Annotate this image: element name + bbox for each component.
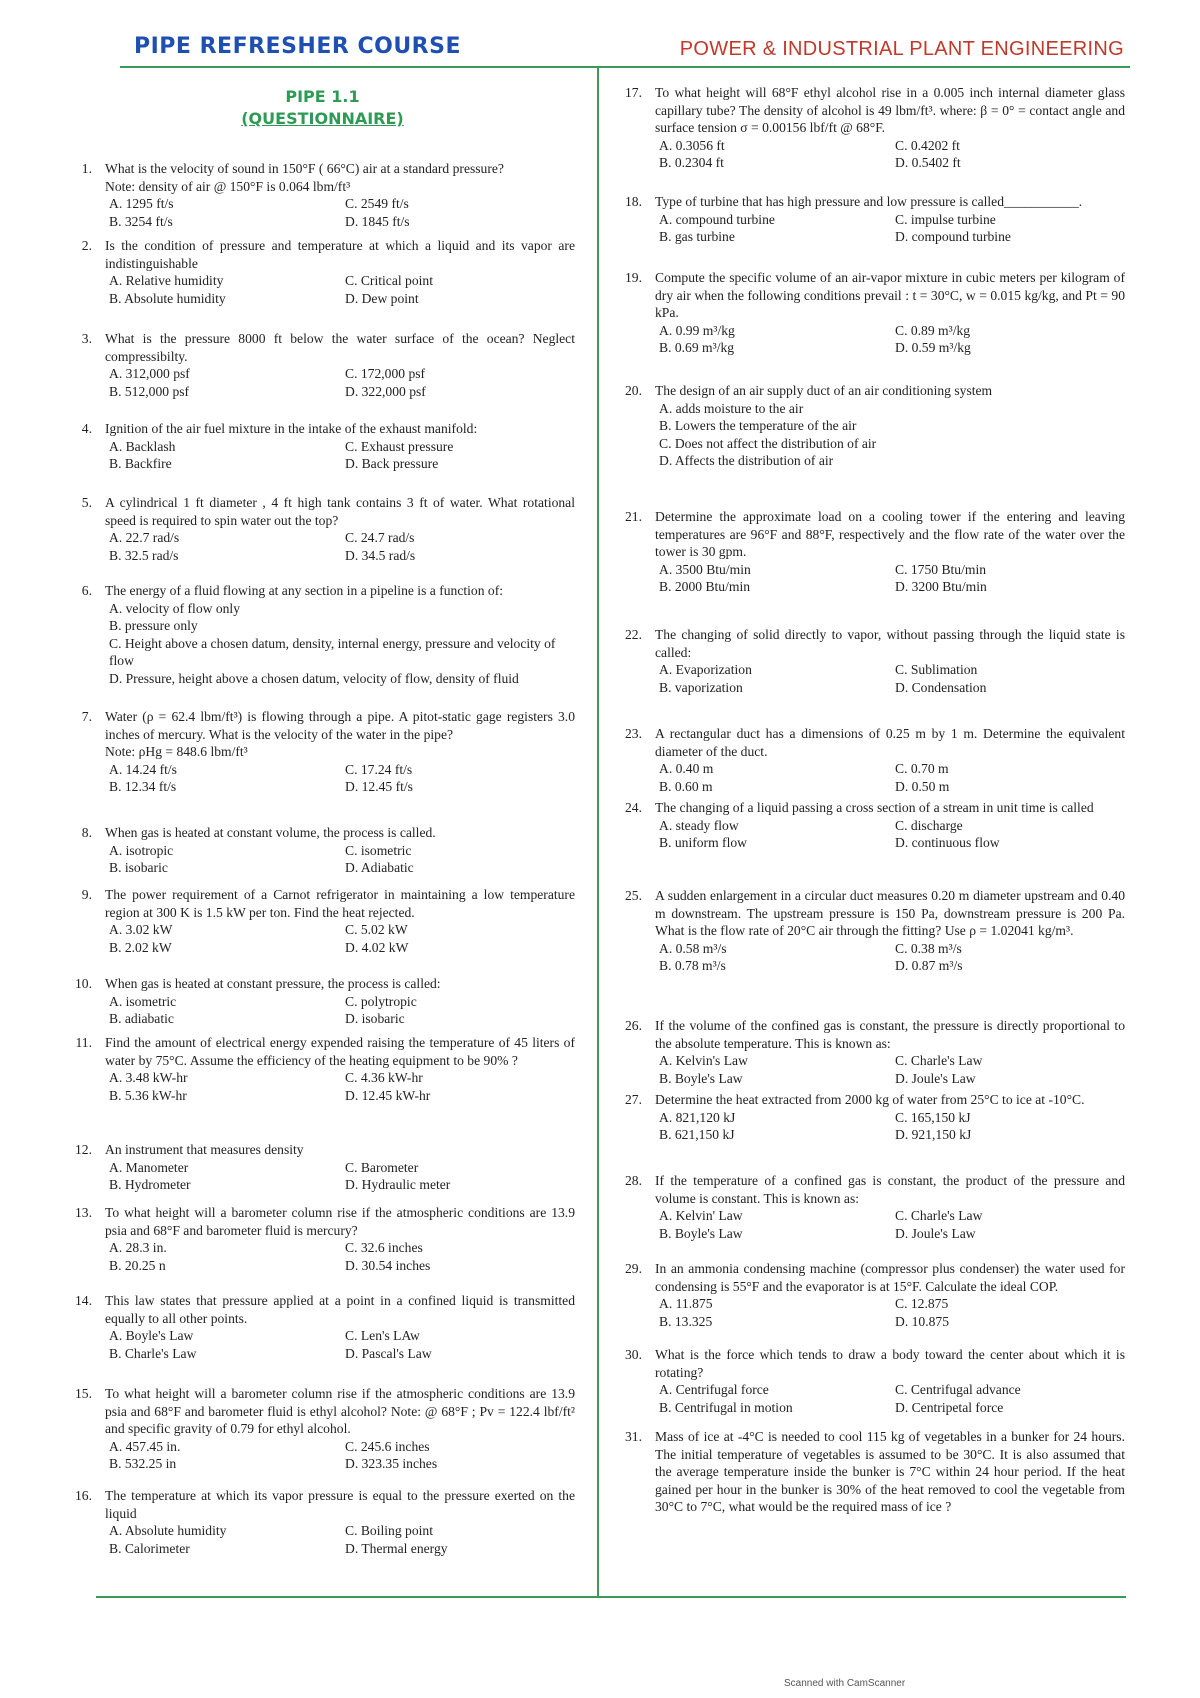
question-body xyxy=(655,1172,1125,1242)
question-stem: Compute the specific volume of an air-vapor mixture in cubic meters per kilogram of dry air when the following conditions prevail : t = 30°C, w = 0.015 kg/kg, and Pt = 90 kPa. xyxy=(655,270,1125,321)
question-number: 7. xyxy=(81,709,92,724)
answer-option: D. Affects the distribution of air xyxy=(659,453,834,469)
question-number: 28. xyxy=(625,1173,642,1188)
answer-option: C. Height above a chosen datum, density, internal energy, pressure and velocity of flow xyxy=(109,635,556,669)
answer-options xyxy=(109,272,575,307)
question-number: 17. xyxy=(625,85,642,100)
question-stem: The power requirement of a Carnot refrigerator in maintaining a low temperature region at 300 K is 1.5 kW per ton. Find the heat rejected. xyxy=(105,887,575,920)
answer-option: C. Does not affect the distribution of air xyxy=(659,435,877,451)
footer-rule xyxy=(96,1596,1126,1598)
question-stem: Type of turbine that has high pressure and low pressure is called___________. xyxy=(655,194,1083,209)
answer-option: B. 32.5 rad/s xyxy=(109,547,179,563)
question-number: 3. xyxy=(81,331,92,346)
question-1 xyxy=(70,160,575,230)
answer-options xyxy=(659,137,1125,172)
question-21 xyxy=(620,508,1125,596)
answer-option: B. adiabatic xyxy=(109,1011,174,1027)
column-divider xyxy=(597,66,599,1596)
question-stem: When gas is heated at constant pressure, the process is called: xyxy=(105,976,441,991)
question-number: 6. xyxy=(81,583,92,598)
question-stem: To what height will 68°F ethyl alcohol rise in a 0.005 inch internal diameter glass capillary tube? The density of alcohol is 49 lbm/ft³. where: β = 0° = contact angle and surface tension σ = 0.00156 lbf/ft @ 68°F. xyxy=(655,85,1125,136)
question-body xyxy=(105,330,575,400)
answer-option: D. Centripetal force xyxy=(895,1399,1004,1415)
question-18 xyxy=(620,193,1125,246)
question-number: 13. xyxy=(75,1205,92,1220)
question-stem: If the volume of the confined gas is constant, the pressure is directly proportional to the absolute temperature. This is known as: xyxy=(655,1018,1125,1051)
question-number: 14. xyxy=(75,1293,92,1308)
answer-option: B. 2000 Btu/min xyxy=(659,579,751,595)
question-number: 30. xyxy=(625,1347,642,1362)
answer-options xyxy=(109,365,575,400)
question-number: 12. xyxy=(75,1142,92,1157)
header-rule xyxy=(120,66,1130,68)
question-body xyxy=(655,84,1125,172)
question-number: 21. xyxy=(625,509,642,524)
question-29 xyxy=(620,1260,1125,1330)
answer-options xyxy=(659,1052,1125,1087)
question-27 xyxy=(620,1091,1125,1144)
answer-option: C. Charle's Law xyxy=(895,1053,983,1069)
answer-option: B. uniform flow xyxy=(659,835,747,851)
answer-option: D. 323.35 inches xyxy=(345,1456,438,1472)
question-body xyxy=(655,1428,1125,1516)
header-left-title: PIPE REFRESHER COURSE xyxy=(134,34,461,59)
question-stem: Determine the heat extracted from 2000 kg of water from 25°C to ice at -10°C. xyxy=(655,1092,1085,1107)
answer-option: A. 14.24 ft/s xyxy=(109,761,177,777)
question-30 xyxy=(620,1346,1125,1416)
answer-option: D. Condensation xyxy=(895,679,987,695)
question-stem: This law states that pressure applied at a point in a confined liquid is transmitted equally to all other points. xyxy=(105,1293,575,1326)
answer-option: D. 921,150 kJ xyxy=(895,1127,972,1143)
answer-option: B. 3254 ft/s xyxy=(109,213,173,229)
page-title xyxy=(70,86,575,130)
answer-options xyxy=(109,195,575,230)
answer-option: C. 0.70 m xyxy=(895,761,949,777)
question-11 xyxy=(70,1034,575,1104)
question-number: 9. xyxy=(81,887,92,902)
question-body xyxy=(655,626,1125,696)
answer-option: B. 621,150 kJ xyxy=(659,1127,735,1143)
answer-options xyxy=(109,529,575,564)
header-right-title: POWER & INDUSTRIAL PLANT ENGINEERING xyxy=(679,38,1124,60)
question-6 xyxy=(70,582,575,688)
question-body xyxy=(655,193,1125,246)
answer-option: C. 4.36 kW-hr xyxy=(345,1070,423,1086)
answer-option: D. Thermal energy xyxy=(345,1540,448,1556)
answer-option: C. Centrifugal advance xyxy=(895,1382,1021,1398)
question-stem: What is the velocity of sound in 150°F ( 66°C) air at a standard pressure? xyxy=(105,161,504,176)
answer-option: B. pressure only xyxy=(109,618,198,634)
answer-option: A. 821,120 kJ xyxy=(659,1109,736,1125)
question-stem: The temperature at which its vapor pressure is equal to the pressure exerted on the liquid xyxy=(105,1488,575,1521)
question-body xyxy=(105,160,575,230)
answer-option: A. steady flow xyxy=(659,817,739,833)
answer-option: C. Exhaust pressure xyxy=(345,438,454,454)
answer-options xyxy=(659,561,1125,596)
answer-option: B. 0.78 m³/s xyxy=(659,958,726,974)
answer-option: D. 1845 ft/s xyxy=(345,213,410,229)
question-body xyxy=(105,1385,575,1473)
question-number: 20. xyxy=(625,383,642,398)
question-number: 29. xyxy=(625,1261,642,1276)
question-note: Note: ρHg = 848.6 lbm/ft³ xyxy=(105,744,248,760)
answer-option: D. Adiabatic xyxy=(345,860,414,876)
question-body xyxy=(655,1017,1125,1087)
question-body xyxy=(105,420,575,473)
answer-option: D. Pressure, height above a chosen datum, velocity of flow, density of fluid xyxy=(109,670,519,686)
answer-options xyxy=(659,1109,1125,1144)
answer-option: A. 0.3056 ft xyxy=(659,137,725,153)
scan-watermark: Scanned with CamScanner xyxy=(784,1678,906,1689)
answer-option: A. 457.45 in. xyxy=(109,1438,181,1454)
question-body xyxy=(105,494,575,564)
answer-option: C. Sublimation xyxy=(895,662,978,678)
answer-option: A. 3500 Btu/min xyxy=(659,561,751,577)
question-body xyxy=(655,1091,1125,1144)
answer-option: B. 0.69 m³/kg xyxy=(659,340,735,356)
question-body xyxy=(105,1487,575,1557)
question-16 xyxy=(70,1487,575,1557)
answer-option: A. 1295 ft/s xyxy=(109,196,174,212)
answer-option: D. 34.5 rad/s xyxy=(345,547,416,563)
question-4 xyxy=(70,420,575,473)
answer-options xyxy=(109,1159,575,1194)
answer-option: C. discharge xyxy=(895,817,963,833)
answer-option: A. 0.99 m³/kg xyxy=(659,322,735,338)
answer-option: C. 0.89 m³/kg xyxy=(895,322,971,338)
question-body xyxy=(105,708,575,796)
answer-option: B. Charle's Law xyxy=(109,1345,197,1361)
answer-option: C. isometric xyxy=(345,842,412,858)
answer-option: B. vaporization xyxy=(659,679,743,695)
answer-option: C. 165,150 kJ xyxy=(895,1109,971,1125)
answer-option: B. 0.60 m xyxy=(659,778,713,794)
question-number: 26. xyxy=(625,1018,642,1033)
question-number: 10. xyxy=(75,976,92,991)
answer-option: D. Joule's Law xyxy=(895,1070,976,1086)
question-26 xyxy=(620,1017,1125,1087)
question-stem: An instrument that measures density xyxy=(105,1142,304,1157)
answer-option: C. 5.02 kW xyxy=(345,922,408,938)
answer-option: C. 12.875 xyxy=(895,1296,949,1312)
title-line1: PIPE 1.1 xyxy=(285,87,360,106)
answer-options xyxy=(109,1327,575,1362)
answer-option: D. Joule's Law xyxy=(895,1225,976,1241)
answer-option: B. 2.02 kW xyxy=(109,939,172,955)
question-number: 23. xyxy=(625,726,642,741)
question-body xyxy=(105,1141,575,1194)
answer-option: D. 0.59 m³/kg xyxy=(895,340,971,356)
answer-options xyxy=(659,1381,1125,1416)
answer-option: B. Calorimeter xyxy=(109,1540,190,1556)
question-stem: Mass of ice at -4°C is needed to cool 115 kg of vegetables in a bunker for 24 hours. The initial temperature of vegetables is assumed to be 30°C. It is also assumed that the average temperature inside the bunker is 7°C within 24 hour period. If the heat gained per hour in the bunker is 30% of the heat removed to cool the vegetable from 30°C to 7°C, what would be the required mass of ice ? xyxy=(655,1429,1125,1515)
answer-option: A. 3.48 kW-hr xyxy=(109,1070,188,1086)
answer-option: B. 0.2304 ft xyxy=(659,155,724,171)
answer-options xyxy=(659,400,1125,470)
question-number: 31. xyxy=(625,1429,642,1444)
answer-option: A. Relative humidity xyxy=(109,273,224,289)
question-stem: Find the amount of electrical energy expended raising the temperature of 45 liters of water by 75°C. Assume the efficiency of the heating equipment to be 90% ? xyxy=(105,1035,575,1068)
answer-option: A. Absolute humidity xyxy=(109,1523,227,1539)
answer-option: D. 10.875 xyxy=(895,1313,949,1329)
answer-options xyxy=(109,761,575,796)
answer-option: A. 22.7 rad/s xyxy=(109,530,180,546)
answer-options xyxy=(659,661,1125,696)
answer-options xyxy=(109,1522,575,1557)
answer-option: D. 0.87 m³/s xyxy=(895,958,963,974)
question-12 xyxy=(70,1141,575,1194)
title-line2: (QUESTIONNAIRE) xyxy=(241,109,404,128)
question-body xyxy=(105,1204,575,1274)
answer-option: B. Centrifugal in motion xyxy=(659,1399,793,1415)
answer-option: B. 13.325 xyxy=(659,1313,713,1329)
question-13 xyxy=(70,1204,575,1274)
answer-options xyxy=(659,211,1125,246)
question-stem: In an ammonia condensing machine (compressor plus condenser) the water used for condensing is 55°F and the evaporator is at 15°F. Calculate the ideal COP. xyxy=(655,1261,1125,1294)
question-body xyxy=(105,237,575,307)
answer-option: B. Absolute humidity xyxy=(109,290,226,306)
answer-option: A. Evaporization xyxy=(659,662,752,678)
answer-option: C. 32.6 inches xyxy=(345,1240,423,1256)
answer-option: B. Lowers the temperature of the air xyxy=(659,418,857,434)
question-22 xyxy=(620,626,1125,696)
answer-option: C. 0.4202 ft xyxy=(895,137,960,153)
answer-option: B. 12.34 ft/s xyxy=(109,779,177,795)
answer-option: A. Manometer xyxy=(109,1159,189,1175)
answer-option: B. Boyle's Law xyxy=(659,1225,743,1241)
answer-options xyxy=(109,1438,575,1473)
answer-option: C. 17.24 ft/s xyxy=(345,761,413,777)
answer-option: D. 30.54 inches xyxy=(345,1257,431,1273)
question-body xyxy=(655,1260,1125,1330)
answer-option: C. impulse turbine xyxy=(895,211,996,227)
question-stem: A sudden enlargement in a circular duct measures 0.20 m diameter upstream and 0.40 m downstream. The upstream pressure is 150 Pa, downstream pressure is 200 Pa. What is the flow rate of 20°C air through the fitting? Use ρ = 1.02041 kg/m³. xyxy=(655,888,1125,939)
answer-options xyxy=(109,438,575,473)
question-number: 8. xyxy=(81,825,92,840)
answer-option: A. 28.3 in. xyxy=(109,1240,167,1256)
question-number: 15. xyxy=(75,1386,92,1401)
answer-option: C. 245.6 inches xyxy=(345,1438,430,1454)
answer-option: D. 12.45 ft/s xyxy=(345,779,413,795)
question-8 xyxy=(70,824,575,877)
question-stem: To what height will a barometer column rise if the atmospheric conditions are 13.9 psia and 68°F and barometer fluid is ethyl alcohol? Note: @ 68°F ; Pv = 122.4 lbf/ft² and specific gravity of 0.79 for ethyl alcohol. xyxy=(105,1386,575,1437)
answer-option: B. 20.25 n xyxy=(109,1257,166,1273)
question-stem: A rectangular duct has a dimensions of 0.25 m by 1 m. Determine the equivalent diameter of the duct. xyxy=(655,726,1125,759)
answer-options xyxy=(109,842,575,877)
answer-option: C. Boiling point xyxy=(345,1523,433,1539)
question-14 xyxy=(70,1292,575,1362)
question-body xyxy=(655,887,1125,975)
question-number: 27. xyxy=(625,1092,642,1107)
question-9 xyxy=(70,886,575,956)
question-17 xyxy=(620,84,1125,172)
answer-options xyxy=(109,1239,575,1274)
question-10 xyxy=(70,975,575,1028)
answer-options xyxy=(659,322,1125,357)
question-number: 2. xyxy=(81,238,92,253)
question-body xyxy=(655,1346,1125,1416)
question-note: Note: density of air @ 150°F is 0.064 lbm/ft³ xyxy=(105,178,351,194)
answer-option: B. 532.25 in xyxy=(109,1456,177,1472)
answer-option: D. 0.50 m xyxy=(895,778,950,794)
answer-option: D. isobaric xyxy=(345,1011,405,1027)
answer-option: D. 0.5402 ft xyxy=(895,155,961,171)
question-23 xyxy=(620,725,1125,795)
question-7 xyxy=(70,708,575,796)
answer-option: C. polytropic xyxy=(345,993,417,1009)
question-28 xyxy=(620,1172,1125,1242)
question-31 xyxy=(620,1428,1125,1516)
question-20 xyxy=(620,382,1125,470)
answer-option: A. 0.40 m xyxy=(659,761,714,777)
answer-option: A. isometric xyxy=(109,993,177,1009)
answer-option: A. Kelvin's Law xyxy=(659,1053,748,1069)
question-number: 25. xyxy=(625,888,642,903)
answer-option: A. Boyle's Law xyxy=(109,1328,194,1344)
question-stem: What is the pressure 8000 ft below the water surface of the ocean? Neglect compressibilty. xyxy=(105,331,575,364)
answer-option: A. Backlash xyxy=(109,438,176,454)
answer-option: B. Hydrometer xyxy=(109,1177,191,1193)
question-body xyxy=(105,824,575,877)
question-body xyxy=(105,582,575,688)
question-stem: The changing of a liquid passing a cross section of a stream in unit time is called xyxy=(655,800,1094,815)
answer-option: D. continuous flow xyxy=(895,835,1000,851)
question-number: 18. xyxy=(625,194,642,209)
question-19 xyxy=(620,269,1125,357)
question-body xyxy=(105,1292,575,1362)
answer-options xyxy=(109,1069,575,1104)
answer-option: C. Charle's Law xyxy=(895,1208,983,1224)
question-body xyxy=(655,799,1125,852)
question-2 xyxy=(70,237,575,307)
question-number: 4. xyxy=(81,421,92,436)
answer-option: A. velocity of flow only xyxy=(109,600,241,616)
answer-option: D. 3200 Btu/min xyxy=(895,579,987,595)
question-stem: What is the force which tends to draw a body toward the center about which it is rotating? xyxy=(655,1347,1125,1380)
answer-options xyxy=(109,921,575,956)
question-stem: The changing of solid directly to vapor, without passing through the liquid state is called: xyxy=(655,627,1125,660)
question-stem: If the temperature of a confined gas is constant, the product of the pressure and volume is constant. This is known as: xyxy=(655,1173,1125,1206)
answer-option: A. Kelvin' Law xyxy=(659,1208,743,1224)
question-15 xyxy=(70,1385,575,1473)
answer-option: B. isobaric xyxy=(109,860,168,876)
answer-options xyxy=(659,760,1125,795)
question-stem: Ignition of the air fuel mixture in the intake of the exhaust manifold: xyxy=(105,421,478,436)
question-body xyxy=(655,382,1125,470)
question-body xyxy=(655,725,1125,795)
question-number: 22. xyxy=(625,627,642,642)
answer-option: A. compound turbine xyxy=(659,211,775,227)
answer-option: C. 24.7 rad/s xyxy=(345,530,415,546)
answer-option: D. 12.45 kW-hr xyxy=(345,1087,431,1103)
question-stem: Water (ρ = 62.4 lbm/ft³) is flowing through a pipe. A pitot-static gage registers 3.0 inches of mercury. What is the velocity of the water in the pipe? xyxy=(105,709,575,742)
answer-option: C. 2549 ft/s xyxy=(345,196,409,212)
answer-options xyxy=(659,940,1125,975)
answer-option: A. 3.02 kW xyxy=(109,922,173,938)
answer-option: D. compound turbine xyxy=(895,229,1011,245)
question-stem: A cylindrical 1 ft diameter , 4 ft high tank contains 3 ft of water. What rotational speed is required to spin water out the top? xyxy=(105,495,575,528)
answer-option: D. Pascal's Law xyxy=(345,1345,432,1361)
answer-option: B. gas turbine xyxy=(659,229,735,245)
answer-option: A. 312,000 psf xyxy=(109,366,190,382)
question-25 xyxy=(620,887,1125,975)
question-24 xyxy=(620,799,1125,852)
answer-option: A. 0.58 m³/s xyxy=(659,940,727,956)
answer-options xyxy=(659,1295,1125,1330)
answer-option: D. Hydraulic meter xyxy=(345,1177,451,1193)
answer-options xyxy=(659,817,1125,852)
question-stem: To what height will a barometer column rise if the atmospheric conditions are 13.9 psia and 68°F and barometer fluid is mercury? xyxy=(105,1205,575,1238)
answer-option: B. 512,000 psf xyxy=(109,383,190,399)
question-number: 11. xyxy=(75,1035,92,1050)
answer-option: C. 172,000 psf xyxy=(345,366,426,382)
answer-option: A. Centrifugal force xyxy=(659,1382,769,1398)
question-body xyxy=(655,508,1125,596)
answer-option: C. 1750 Btu/min xyxy=(895,561,987,577)
question-stem: Determine the approximate load on a cooling tower if the entering and leaving temperatures are 96°F and 88°F, respectively and the flow rate of the water over the tower is 30 gpm. xyxy=(655,509,1125,560)
question-stem: When gas is heated at constant volume, the process is called. xyxy=(105,825,436,840)
question-stem: Is the condition of pressure and temperature at which a liquid and its vapor are indistinguishable xyxy=(105,238,575,271)
question-body xyxy=(105,886,575,956)
answer-option: C. Barometer xyxy=(345,1159,419,1175)
answer-option: C. 0.38 m³/s xyxy=(895,940,962,956)
question-number: 1. xyxy=(81,161,92,176)
answer-option: B. 5.36 kW-hr xyxy=(109,1087,187,1103)
question-body xyxy=(655,269,1125,357)
question-number: 24. xyxy=(625,800,642,815)
question-5 xyxy=(70,494,575,564)
answer-options xyxy=(109,600,575,688)
answer-option: C. Len's LAw xyxy=(345,1328,420,1344)
answer-option: B. Boyle's Law xyxy=(659,1070,743,1086)
question-3 xyxy=(70,330,575,400)
question-stem: The design of an air supply duct of an air conditioning system xyxy=(655,383,993,398)
answer-option: A. 11.875 xyxy=(659,1296,713,1312)
question-stem: The energy of a fluid flowing at any section in a pipeline is a function of: xyxy=(105,583,504,598)
answer-option: D. Dew point xyxy=(345,290,419,306)
answer-option: A. adds moisture to the air xyxy=(659,400,804,416)
answer-options xyxy=(659,1207,1125,1242)
answer-option: D. 4.02 kW xyxy=(345,939,409,955)
question-number: 16. xyxy=(75,1488,92,1503)
question-body xyxy=(105,975,575,1028)
question-body xyxy=(105,1034,575,1104)
answer-option: D. Back pressure xyxy=(345,456,439,472)
question-number: 5. xyxy=(81,495,92,510)
answer-option: B. Backfire xyxy=(109,456,172,472)
question-number: 19. xyxy=(625,270,642,285)
answer-options xyxy=(109,993,575,1028)
answer-option: D. 322,000 psf xyxy=(345,383,426,399)
answer-option: C. Critical point xyxy=(345,273,433,289)
answer-option: A. isotropic xyxy=(109,842,174,858)
